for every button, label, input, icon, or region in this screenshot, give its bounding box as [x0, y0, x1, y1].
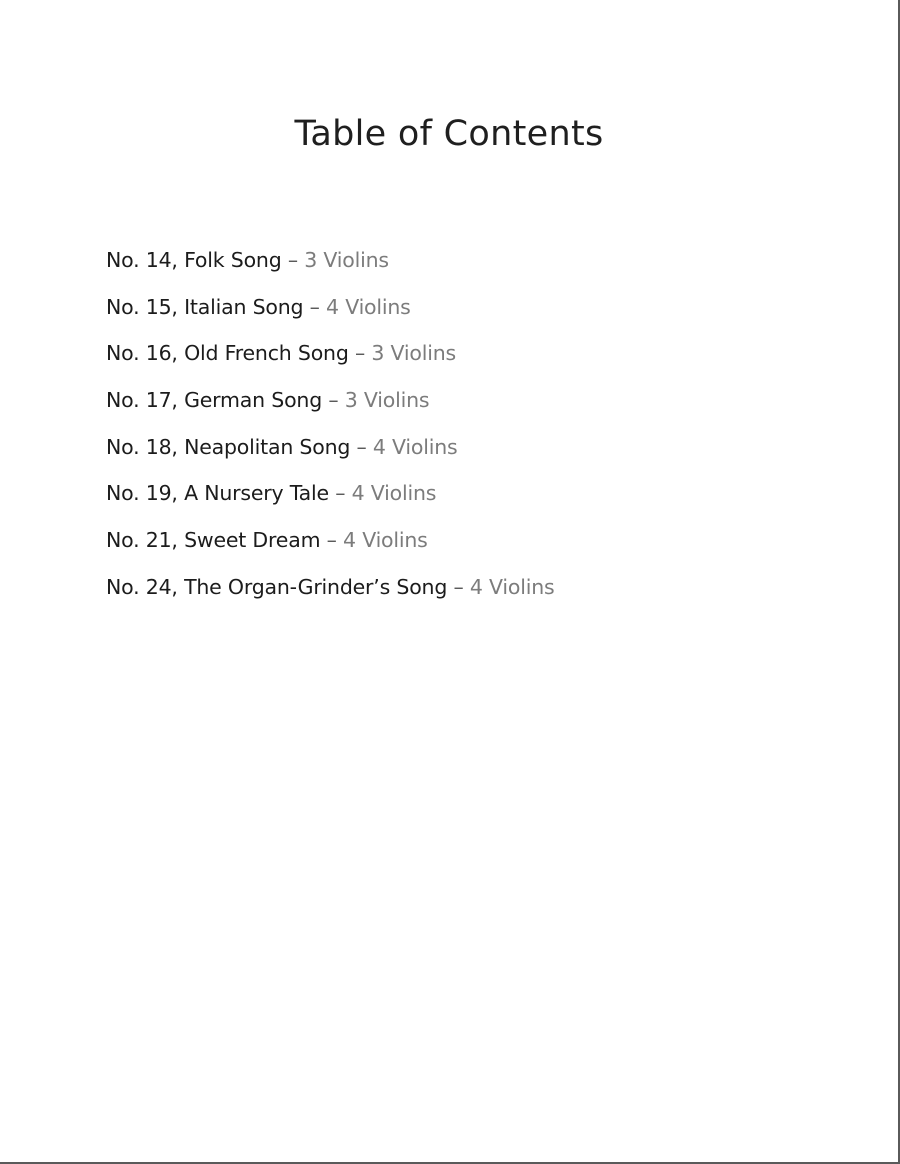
entry-title: No. 15, Italian Song [106, 294, 304, 319]
entry-title: No. 16, Old French Song [106, 341, 349, 366]
toc-entry [106, 385, 555, 432]
table-of-contents-list [106, 245, 555, 619]
toc-entry [106, 432, 555, 479]
toc-entry [106, 338, 555, 385]
entry-scoring: 3 Violins [304, 248, 389, 272]
entry-scoring: 3 Violins [344, 388, 430, 413]
entry-dash: – [447, 574, 470, 599]
toc-entry [106, 572, 555, 619]
entry-dash: – [303, 294, 327, 319]
entry-dash: – [328, 481, 352, 506]
entry-dash: – [322, 388, 345, 413]
entry-scoring: 3 Violins [371, 341, 456, 366]
page-title: Table of Contents [294, 114, 604, 154]
entry-dash: – [350, 434, 373, 459]
entry-dash: – [281, 248, 305, 272]
toc-entry [106, 292, 555, 339]
entry-title: No. 17, German Song [106, 388, 323, 413]
entry-title: No. 18, Neapolitan Song [106, 434, 351, 459]
entry-scoring: 4 Violins [326, 294, 411, 319]
entry-scoring: 4 Violins [343, 528, 428, 553]
toc-entry [106, 525, 555, 572]
entry-scoring: 4 Violins [351, 481, 437, 506]
entry-scoring: 4 Violins [469, 574, 555, 599]
entry-dash: – [320, 528, 344, 553]
entry-title: No. 24, The Organ-Grinder’s Song [106, 574, 448, 599]
entry-title: No. 21, Sweet Dream [106, 528, 321, 553]
entry-scoring: 4 Violins [372, 434, 458, 459]
toc-entry [106, 245, 555, 292]
entry-title: No. 19, A Nursery Tale [106, 481, 329, 506]
entry-title: No. 14, Folk Song [106, 248, 282, 272]
toc-entry [106, 478, 555, 525]
entry-dash: – [348, 341, 372, 366]
